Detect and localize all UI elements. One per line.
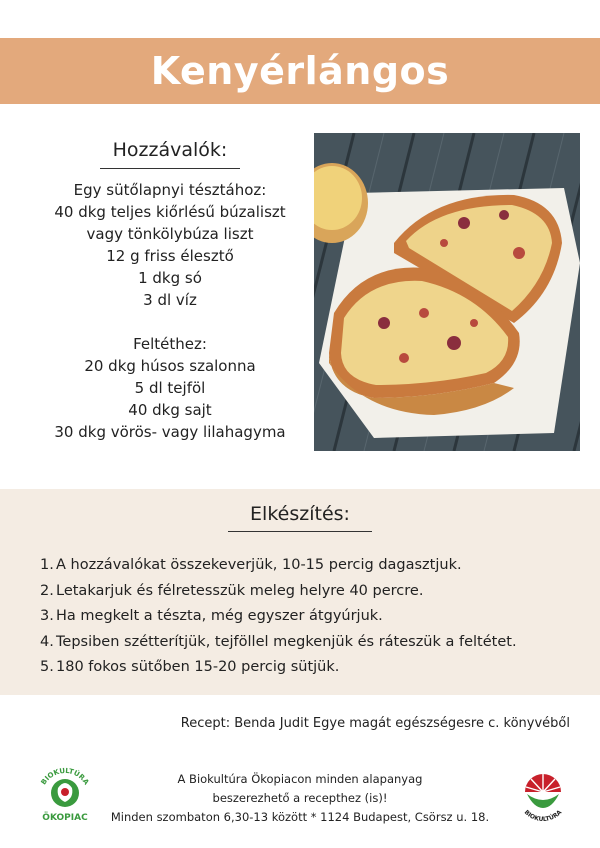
ingredient-item: vagy tönkölybúza liszt: [86, 225, 254, 243]
biokultura-logo: [512, 762, 574, 824]
ingredient-item: 3 dl víz: [143, 291, 197, 309]
okopiac-logo-bottom-text: ÖKOPIAC: [42, 813, 88, 823]
dough-intro: Egy sütőlapnyi tésztához:: [73, 181, 267, 199]
list-item: 2. Letakarjuk és félretesszük meleg helyre 40 percre.: [40, 582, 424, 599]
ingredient-item: 40 dkg teljes kiőrlésű búzaliszt: [54, 203, 286, 221]
recipe-credit: Recept: Benda Judit Egye magát egészségesre c. könyvéből: [180, 716, 570, 731]
ingredients-heading: Hozzávalók:: [112, 139, 228, 161]
title-band: [0, 38, 600, 104]
ingredient-item: 1 dkg só: [138, 269, 202, 287]
ingredients-divider: [100, 168, 240, 169]
page-title: Kenyérlángos: [150, 49, 450, 93]
footer-text: A Biokultúra Ökopiacon minden alapanyag beszerezhető a recepthez (is)! Minden szombaton 6,30-13 között * 1124 Budapest, Csörsz u. 18.: [110, 772, 490, 824]
okopiac-logo-top-text: BIOKULTÚRA: [39, 766, 91, 787]
ingredients-section: [20, 138, 320, 443]
ingredient-item: 30 dkg vörös- vagy lilahagyma: [54, 423, 286, 441]
list-item: 5. 180 fokos sütőben 15-20 percig sütjük.: [40, 659, 340, 675]
topping-intro: Feltéthez:: [133, 335, 207, 353]
okopiac-logo: [34, 762, 96, 824]
method-heading: Elkészítés:: [250, 503, 350, 525]
list-item: 3. Ha megkelt a tészta, még egyszer átgyúrjuk.: [40, 608, 383, 624]
ingredient-item: 40 dkg sajt: [128, 401, 212, 419]
svg-text:BIOKULTÚRA: [523, 809, 564, 823]
food-photo: [314, 133, 580, 451]
list-item: 4. Tepsiben szétterítjük, tejföllel megkenjük és ráteszük a feltétet.: [40, 633, 517, 650]
method-steps: [40, 553, 580, 681]
ingredient-item: 5 dl tejföl: [134, 379, 206, 397]
ingredient-item: 20 dkg húsos szalonna: [84, 357, 256, 375]
method-divider: [228, 531, 372, 532]
biokultura-logo-text: BIOKULTÚRA: [522, 808, 564, 824]
list-item: 1. A hozzávalókat összekeverjük, 10-15 percig dagasztjuk.: [40, 557, 462, 573]
ingredient-item: 12 g friss élesztő: [106, 247, 234, 265]
method-section: [0, 489, 600, 695]
